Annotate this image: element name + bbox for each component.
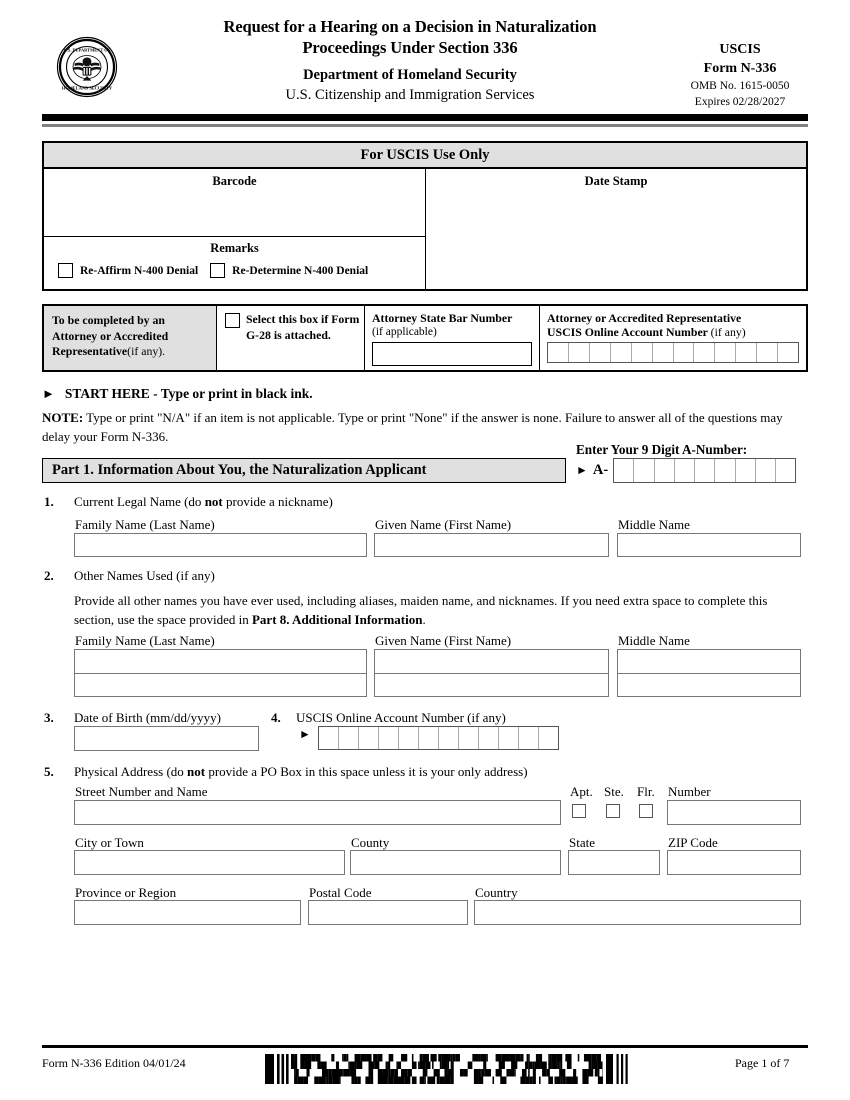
- attorney-instruction-cell: [44, 306, 217, 370]
- note-bold-label: NOTE:: [42, 410, 84, 425]
- item-5-zip-input[interactable]: [667, 850, 801, 875]
- character-cell[interactable]: [776, 459, 795, 482]
- g28-attached-label: Select this box if Form G-28 is attached.: [246, 312, 360, 342]
- header-rule-thick: [42, 114, 808, 121]
- start-here-text: START HERE - Type or print in black ink.: [64, 386, 313, 401]
- item-2-given-name-label: Given Name (First Name): [375, 633, 512, 648]
- footer-rule: [42, 1045, 808, 1048]
- item-5-ste-label: Ste.: [604, 784, 624, 799]
- character-cell[interactable]: [399, 727, 419, 749]
- attorney-bar-number-sublabel: (if applicable): [372, 326, 437, 338]
- item-5-street-input[interactable]: [74, 800, 561, 825]
- item-5-text-b: provide a PO Box in this space unless it is your only address): [205, 764, 528, 779]
- item-5-street-label: Street Number and Name: [75, 784, 208, 799]
- remarks-label: Remarks: [210, 241, 259, 255]
- svg-text:U.S. DEPARTMENT OF: U.S. DEPARTMENT OF: [63, 47, 111, 53]
- item-3-number: 3.: [44, 710, 54, 725]
- item-5-county-label: County: [351, 835, 390, 850]
- g28-attached-cell: [217, 306, 365, 370]
- character-cell[interactable]: [479, 727, 499, 749]
- character-cell[interactable]: [439, 727, 459, 749]
- character-cell[interactable]: [519, 727, 539, 749]
- date-stamp-area: [426, 169, 806, 289]
- item-1-family-name-input[interactable]: [74, 533, 367, 557]
- item-2-family-name-label: Family Name (Last Name): [75, 633, 215, 648]
- item-2-number: 2.: [44, 568, 54, 583]
- checkbox-apt[interactable]: [572, 804, 586, 818]
- item-2-middle-name-input[interactable]: [617, 649, 801, 697]
- anumber-label: Enter Your 9 Digit A-Number:: [576, 442, 748, 457]
- remarks-area: [44, 237, 425, 289]
- footer-page-number: Page 1 of 7: [735, 1056, 790, 1070]
- item-5-apt-label: Apt.: [570, 784, 593, 799]
- item-5-county-input[interactable]: [350, 850, 561, 875]
- header-rule-thin: [42, 124, 808, 127]
- dhs-seal-icon: [56, 36, 118, 98]
- date-stamp-label: Date Stamp: [584, 174, 648, 188]
- item-4-online-account-input[interactable]: [318, 726, 559, 750]
- checkbox-redetermine-n400-denial[interactable]: [210, 263, 225, 278]
- omb-number: OMB No. 1615-0050: [690, 80, 790, 92]
- row-divider: [375, 673, 608, 674]
- item-5-text-bold: not: [187, 764, 206, 779]
- item-1-text-a: Current Legal Name (do: [74, 494, 205, 509]
- row-divider: [618, 673, 800, 674]
- character-cell[interactable]: [778, 343, 798, 362]
- agency-line-1: Department of Homeland Security: [303, 67, 517, 83]
- attorney-section: [42, 304, 808, 372]
- checkbox-form-g28-attached[interactable]: [225, 313, 240, 328]
- triangle-pointer-icon: ►: [42, 386, 55, 401]
- item-1-text-b: provide a nickname): [222, 494, 333, 509]
- row-divider: [75, 673, 366, 674]
- attorney-online-account-label-2-text: USCIS Online Account Number: [547, 325, 708, 339]
- character-cell[interactable]: [548, 343, 569, 362]
- item-5-province-label: Province or Region: [75, 885, 177, 900]
- agency-line-2: U.S. Citizenship and Immigration Services: [285, 87, 535, 103]
- footer-form-edition: Form N-336 Edition 04/01/24: [42, 1056, 186, 1070]
- checkbox-ste[interactable]: [606, 804, 620, 818]
- item-2-middle-name-label: Middle Name: [618, 633, 690, 648]
- item-5-state-input[interactable]: [568, 850, 660, 875]
- form-header: [0, 0, 850, 112]
- part-1-header: Part 1. Information About You, the Naturalization Applicant: [42, 458, 566, 483]
- anumber-prefix: A-: [592, 462, 609, 478]
- item-5-country-label: Country: [475, 885, 518, 900]
- form-title-line-1: Request for a Hearing on a Decision in Naturalization: [223, 17, 597, 36]
- item-2-paragraph-b: .: [422, 611, 426, 627]
- anumber-input[interactable]: [613, 458, 796, 483]
- item-5-question: [74, 764, 528, 780]
- attorney-bar-number-cell: [365, 306, 540, 370]
- item-2-paragraph-bold: Part 8. Additional Information: [251, 611, 423, 627]
- start-here-instruction: [42, 386, 313, 402]
- character-cell[interactable]: [319, 727, 339, 749]
- triangle-pointer-icon: ►: [576, 463, 588, 477]
- item-2-paragraph: [74, 592, 801, 629]
- attorney-online-account-cell: [540, 306, 806, 370]
- expiration-date: Expires 02/28/2027: [694, 96, 786, 108]
- form-title-line-2: Proceedings Under Section 336: [302, 38, 518, 57]
- label-redetermine-n400-denial: Re-Determine N-400 Denial: [232, 264, 369, 277]
- character-cell[interactable]: [715, 343, 736, 362]
- pdf417-barcode-icon: [265, 1054, 645, 1084]
- item-3-date-of-birth-input[interactable]: [74, 726, 259, 751]
- attorney-online-account-input[interactable]: [547, 342, 799, 363]
- item-5-flr-label: Flr.: [637, 784, 655, 799]
- item-5-city-label: City or Town: [75, 835, 144, 850]
- item-4-triangle-pointer-icon: ►: [299, 727, 311, 741]
- item-5-postal-input[interactable]: [308, 900, 468, 925]
- item-5-state-label: State: [569, 835, 595, 850]
- checkbox-reaffirm-n400-denial[interactable]: [58, 263, 73, 278]
- item-1-text-bold: not: [204, 494, 223, 509]
- item-5-number-label: Number: [668, 784, 711, 799]
- character-cell[interactable]: [653, 343, 674, 362]
- form-number: Form N-336: [703, 61, 777, 76]
- attorney-bar-number-input[interactable]: [372, 342, 532, 366]
- attorney-instruction-lite: (if any).: [127, 344, 166, 358]
- item-2-paragraph-a: Provide all other names you have ever used, including aliases, maiden name, and nicknames. If you need extra space to complete this section, use the space provided in: [74, 593, 768, 627]
- item-4-number: 4.: [271, 710, 281, 725]
- item-1-middle-name-input[interactable]: [617, 533, 801, 557]
- uscis-use-only-heading: For USCIS Use Only: [44, 143, 806, 169]
- item-1-middle-name-label: Middle Name: [618, 517, 690, 532]
- item-5-province-input[interactable]: [74, 900, 301, 925]
- character-cell[interactable]: [339, 727, 359, 749]
- character-cell[interactable]: [632, 343, 653, 362]
- character-cell[interactable]: [419, 727, 439, 749]
- attorney-instruction-bold: To be completed by an Attorney or Accredited Representative: [52, 313, 169, 358]
- item-5-postal-label: Postal Code: [309, 885, 372, 900]
- uscis-use-only-box: [42, 141, 808, 291]
- svg-text:HOMELAND SECURITY: HOMELAND SECURITY: [61, 85, 113, 91]
- character-cell[interactable]: [499, 727, 519, 749]
- item-1-number: 1.: [44, 494, 54, 509]
- barcode-label: Barcode: [212, 174, 257, 188]
- note-text: Type or print "N/A" if an item is not applicable. Type or print "None" if the answer is none. Failure to answer all of the questions may delay your Form N-336.: [42, 410, 783, 444]
- character-cell[interactable]: [539, 727, 558, 749]
- checkbox-flr[interactable]: [639, 804, 653, 818]
- item-5-city-input[interactable]: [74, 850, 345, 875]
- character-cell[interactable]: [736, 459, 756, 482]
- character-cell[interactable]: [359, 727, 379, 749]
- attorney-online-account-label-1: Attorney or Accredited Representative: [547, 311, 742, 325]
- item-4-question: USCIS Online Account Number (if any): [296, 710, 506, 725]
- item-5-country-input[interactable]: [474, 900, 801, 925]
- character-cell[interactable]: [675, 459, 695, 482]
- barcode-area: [44, 169, 425, 237]
- form-title-block: [160, 16, 660, 105]
- uscis-form-id-block: [665, 40, 815, 110]
- item-5-number-input[interactable]: [667, 800, 801, 825]
- anumber-row: [576, 458, 796, 483]
- note-instruction: [42, 409, 806, 446]
- character-cell[interactable]: [634, 459, 654, 482]
- item-2-given-name-input[interactable]: [374, 649, 609, 697]
- character-cell[interactable]: [614, 459, 634, 482]
- item-1-given-name-input[interactable]: [374, 533, 609, 557]
- item-2-family-name-input[interactable]: [74, 649, 367, 697]
- character-cell[interactable]: [674, 343, 695, 362]
- attorney-online-account-label-2: [547, 325, 799, 339]
- character-cell[interactable]: [715, 459, 735, 482]
- attorney-online-account-lite: (if any): [710, 325, 746, 339]
- character-cell[interactable]: [379, 727, 399, 749]
- item-5-number: 5.: [44, 764, 54, 779]
- character-cell[interactable]: [694, 343, 715, 362]
- character-cell[interactable]: [459, 727, 479, 749]
- character-cell[interactable]: [611, 343, 632, 362]
- uscis-label: USCIS: [719, 42, 761, 57]
- character-cell[interactable]: [757, 343, 778, 362]
- item-1-given-name-label: Given Name (First Name): [375, 517, 512, 532]
- character-cell[interactable]: [736, 343, 757, 362]
- character-cell[interactable]: [569, 343, 590, 362]
- item-1-family-name-label: Family Name (Last Name): [75, 517, 215, 532]
- attorney-bar-number-label: Attorney State Bar Number: [372, 311, 513, 325]
- label-reaffirm-n400-denial: Re-Affirm N-400 Denial: [80, 264, 199, 277]
- item-3-question: Date of Birth (mm/dd/yyyy): [74, 710, 221, 725]
- character-cell[interactable]: [695, 459, 715, 482]
- item-5-text-a: Physical Address (do: [74, 764, 188, 779]
- character-cell[interactable]: [756, 459, 776, 482]
- item-1-question: [74, 494, 333, 510]
- character-cell[interactable]: [590, 343, 611, 362]
- item-2-question: Other Names Used (if any): [74, 568, 215, 583]
- character-cell[interactable]: [655, 459, 675, 482]
- item-5-zip-label: ZIP Code: [668, 835, 718, 850]
